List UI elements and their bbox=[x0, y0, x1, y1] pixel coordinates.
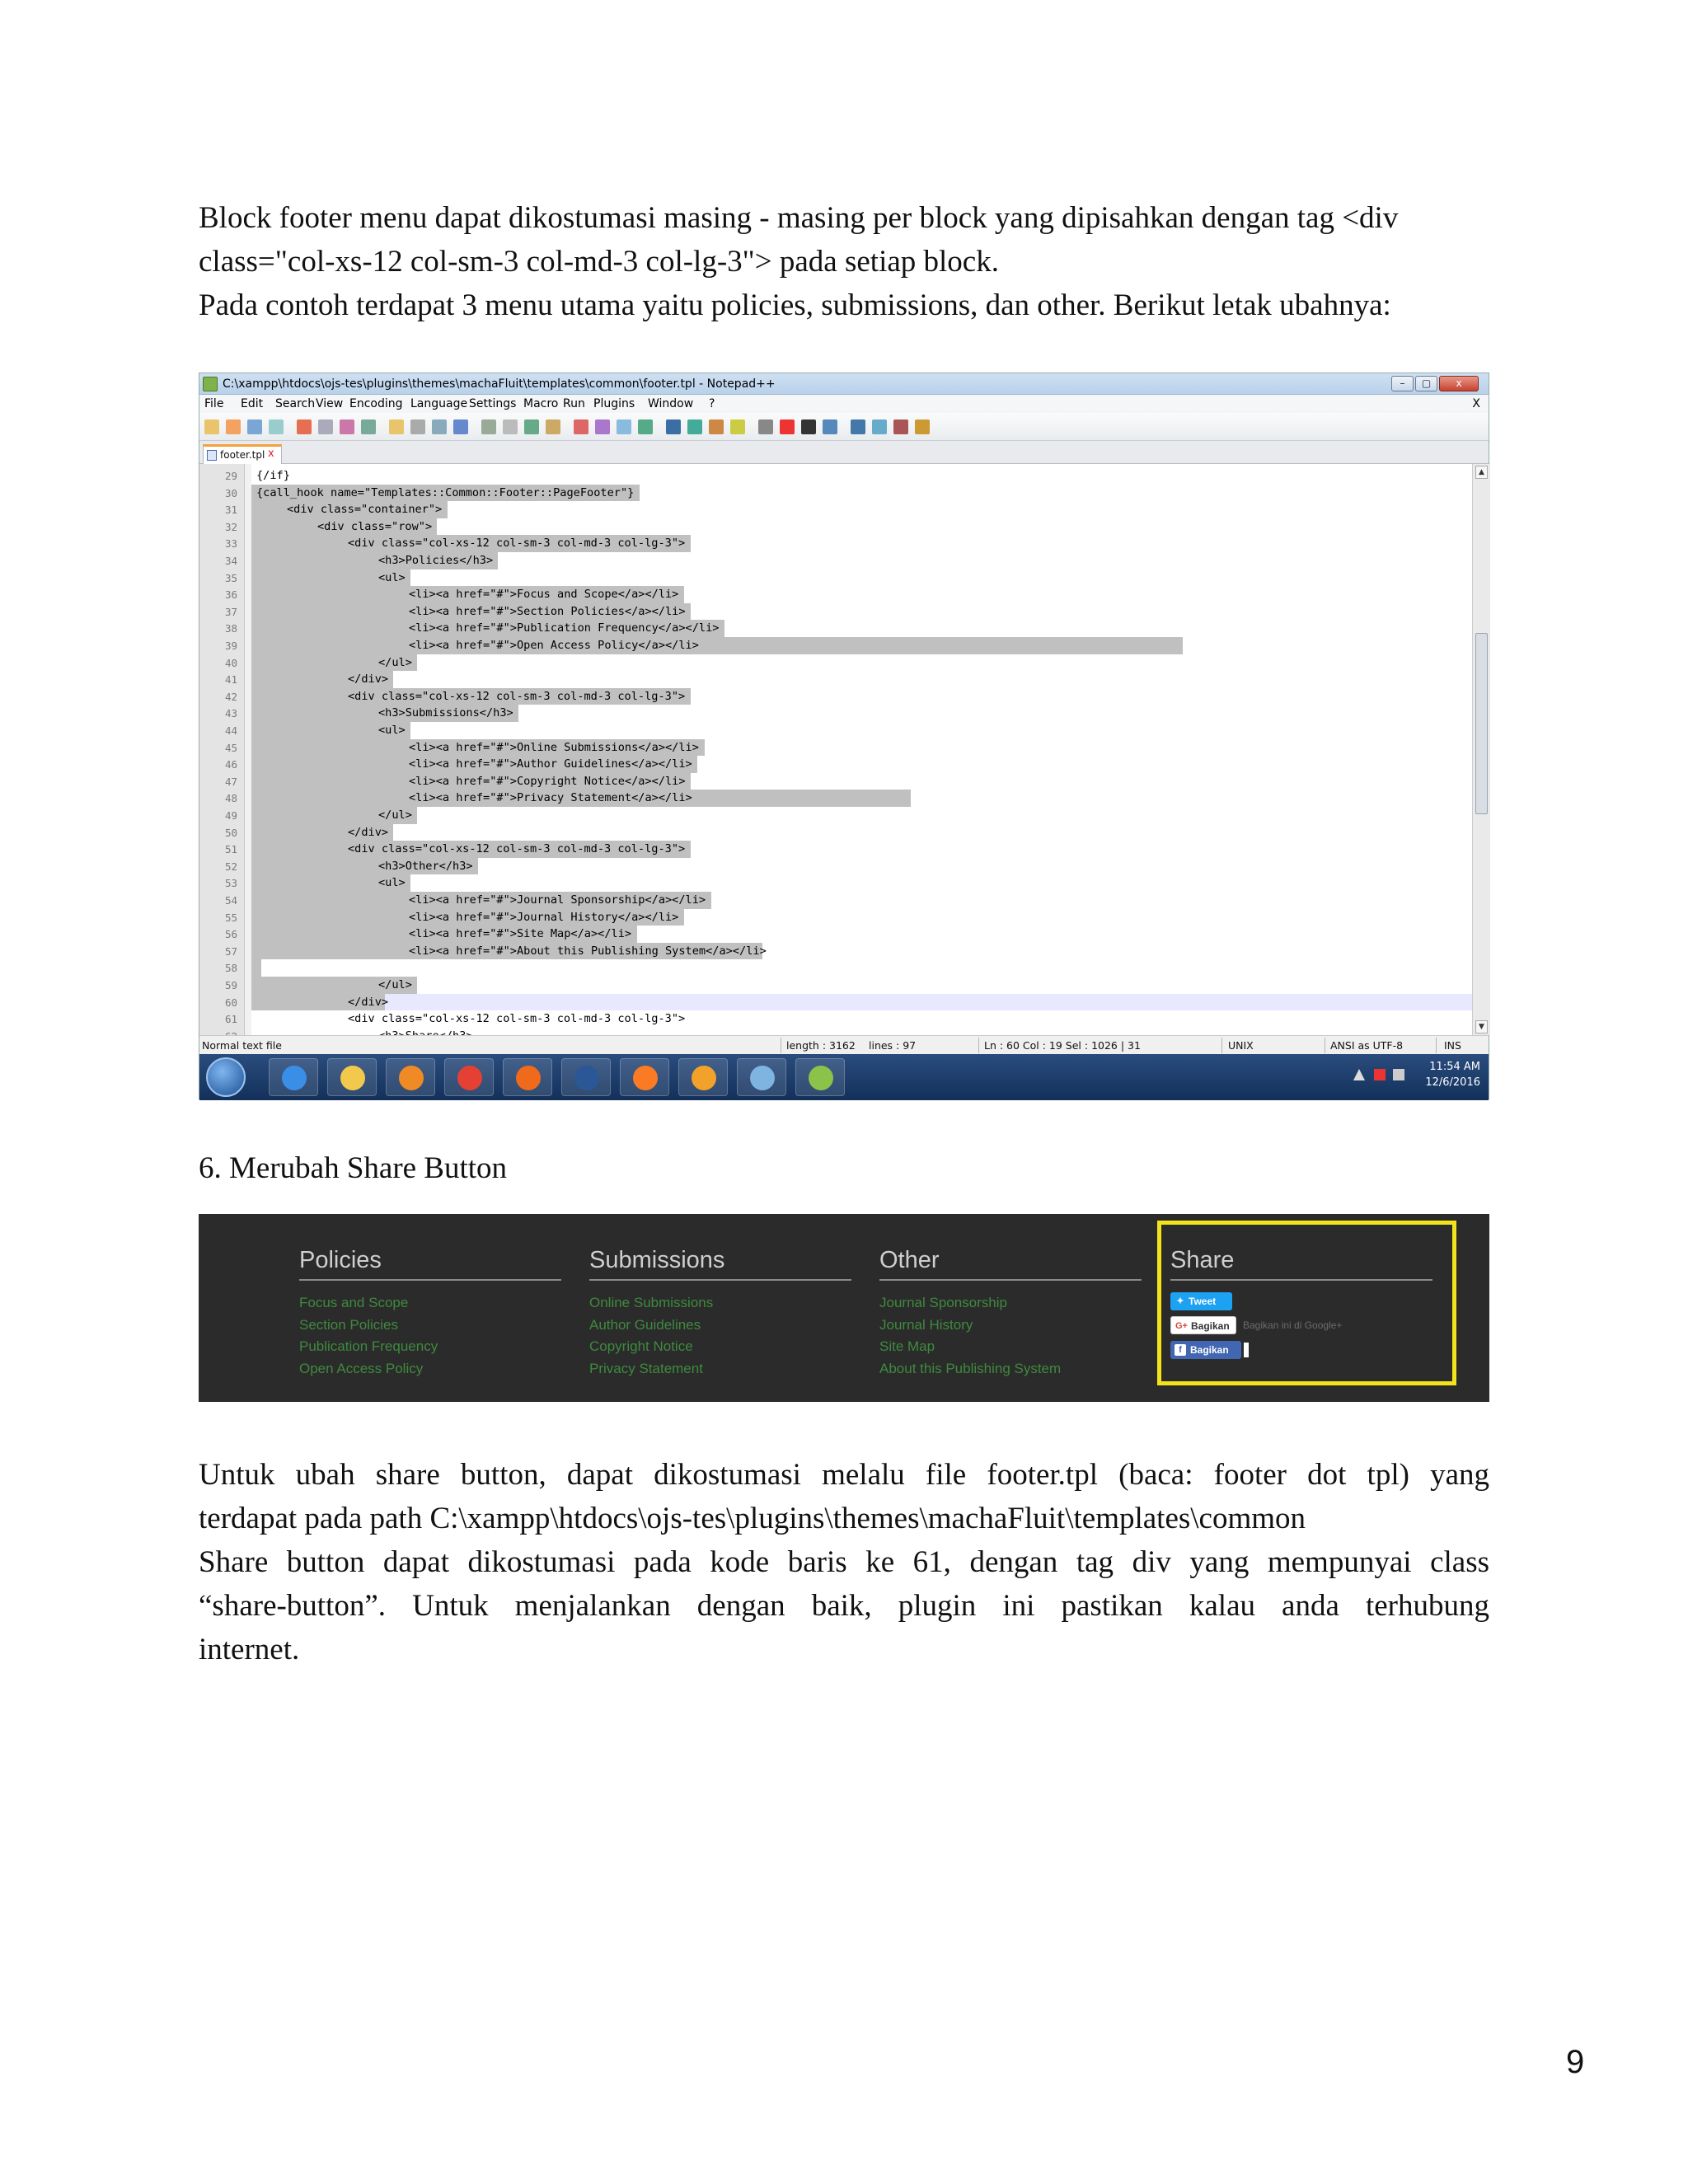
menu-settings[interactable]: Settings bbox=[469, 397, 517, 410]
twitter-bird-icon: ✦ bbox=[1176, 1296, 1184, 1306]
footer-link[interactable]: Author Guidelines bbox=[589, 1316, 701, 1333]
chrome-icon bbox=[457, 1066, 482, 1090]
code-line: <li><a href="#">Open Access Policy</a></li> bbox=[409, 639, 699, 652]
section-heading: 6. Merubah Share Button bbox=[199, 1151, 508, 1185]
notepad-plus-plus-icon bbox=[809, 1066, 833, 1090]
media-player-icon bbox=[399, 1066, 424, 1090]
toolbar-tool-icon[interactable] bbox=[851, 419, 865, 434]
clock-date: 12/6/2016 bbox=[1425, 1076, 1480, 1089]
tweet-label: Tweet bbox=[1189, 1296, 1217, 1307]
line-number: 29 bbox=[224, 470, 237, 482]
menu-run[interactable]: Run bbox=[563, 397, 585, 410]
network-icon[interactable] bbox=[1393, 1069, 1404, 1080]
line-number: 49 bbox=[224, 809, 237, 822]
line-number: 37 bbox=[224, 605, 237, 618]
toolbar-tool-icon[interactable] bbox=[410, 419, 425, 434]
menu-language[interactable]: Language bbox=[410, 397, 468, 410]
code-line: <h3>Policies</h3> bbox=[378, 554, 494, 567]
footer-link[interactable]: Journal Sponsorship bbox=[879, 1295, 1007, 1310]
menu-view[interactable]: View bbox=[316, 397, 344, 410]
line-number: 57 bbox=[224, 944, 237, 958]
code-editor[interactable] bbox=[199, 464, 1472, 1035]
code-line: <li><a href="#">Focus and Scope</a></li> bbox=[409, 588, 679, 602]
clock-time: 11:54 AM bbox=[1429, 1061, 1480, 1073]
toolbar-tool-icon[interactable] bbox=[801, 419, 816, 434]
line-number: 54 bbox=[224, 894, 237, 907]
toolbar-tool-icon[interactable] bbox=[269, 419, 284, 434]
file-icon bbox=[207, 450, 217, 461]
footer-column-other bbox=[879, 1247, 1142, 1380]
body-line-3: Share button dapat dikostumasi pada kode baris ke 61, dengan tag div yang mempunyai class bbox=[199, 1545, 1489, 1579]
body-paragraph bbox=[199, 1453, 1489, 1671]
taskbar-paint-icon[interactable] bbox=[737, 1058, 786, 1096]
toolbar-tool-icon[interactable] bbox=[687, 419, 702, 434]
code-line: {call_hook name="Templates::Common::Footer::PageFooter"} bbox=[256, 485, 635, 499]
intro-line-2: class="col-xs-12 col-sm-3 col-md-3 col-lg-3"> pada setiap block. bbox=[199, 245, 999, 279]
toolbar-tool-icon[interactable] bbox=[595, 419, 610, 434]
line-number: 46 bbox=[224, 758, 237, 771]
code-line: <li><a href="#">Privacy Statement</a></li> bbox=[409, 791, 692, 805]
code-line: </div> bbox=[348, 995, 389, 1009]
intro-line-3: Pada contoh terdapat 3 menu utama yaitu policies, submissions, dan other. Berikut letak ubahnya: bbox=[199, 288, 1391, 322]
tray-expand-icon[interactable] bbox=[1353, 1069, 1365, 1080]
line-number: 42 bbox=[224, 690, 237, 703]
code-line: </div> bbox=[348, 825, 389, 839]
code-line: <ul> bbox=[378, 570, 406, 584]
toolbar-tool-icon[interactable] bbox=[204, 419, 219, 434]
toolbar-tool-icon[interactable] bbox=[453, 419, 468, 434]
window-title: C:\xampp\htdocs\ojs-tes\plugins\themes\machaFluit\templates\common\footer.tpl - Notepad++ bbox=[223, 377, 776, 391]
toolbar-tool-icon[interactable] bbox=[503, 419, 518, 434]
toolbar-tool-icon[interactable] bbox=[730, 419, 745, 434]
menu-plugins[interactable]: Plugins bbox=[593, 397, 635, 410]
google-plus-share-button[interactable] bbox=[1170, 1316, 1236, 1334]
line-number: 51 bbox=[224, 843, 237, 856]
code-line: <li><a href="#">Site Map</a></li> bbox=[409, 927, 632, 941]
intro-paragraph bbox=[199, 196, 1489, 327]
footer-column-title: Other bbox=[879, 1247, 1142, 1281]
code-line: </div> bbox=[348, 673, 389, 687]
taskbar-file-explorer-icon[interactable] bbox=[327, 1058, 377, 1096]
close-button[interactable]: x bbox=[1439, 376, 1479, 391]
system-clock[interactable] bbox=[1425, 1059, 1480, 1090]
paint-icon bbox=[750, 1066, 775, 1090]
windows-taskbar bbox=[199, 1054, 1489, 1100]
code-line: <div class="col-xs-12 col-sm-3 col-md-3 col-lg-3"> bbox=[348, 1012, 686, 1026]
footer-link[interactable]: About this Publishing System bbox=[879, 1360, 1062, 1376]
tab-bar bbox=[199, 441, 1489, 464]
taskbar-notepad-plus-plus-icon[interactable] bbox=[795, 1058, 845, 1096]
toolbar-tool-icon[interactable] bbox=[617, 419, 631, 434]
tab-close-icon[interactable]: x bbox=[268, 448, 274, 460]
xampp-icon bbox=[633, 1066, 658, 1090]
line-number: 30 bbox=[224, 486, 237, 499]
taskbar-word-icon[interactable] bbox=[561, 1058, 611, 1096]
code-line: <div class="col-xs-12 col-sm-3 col-md-3 col-lg-3"> bbox=[348, 842, 686, 856]
file-explorer-icon bbox=[340, 1066, 365, 1090]
intro-line-1: Block footer menu dapat dikostumasi masing - masing per block yang dipisahkan dengan tag <div bbox=[199, 201, 1399, 235]
footer-link[interactable]: Publication Frequency bbox=[299, 1338, 438, 1354]
internet-explorer-icon bbox=[282, 1066, 307, 1090]
taskbar-chrome-icon[interactable] bbox=[444, 1058, 494, 1096]
notepad-app-icon bbox=[203, 377, 218, 391]
fold-margin bbox=[245, 464, 251, 1035]
line-number: 58 bbox=[224, 962, 237, 975]
firefox-icon bbox=[516, 1066, 541, 1090]
taskbar-firefox-icon[interactable] bbox=[503, 1058, 552, 1096]
line-number: 33 bbox=[224, 537, 237, 551]
toolbar-tool-icon[interactable] bbox=[872, 419, 887, 434]
line-number: 45 bbox=[224, 741, 237, 754]
scroll-thumb[interactable] bbox=[1475, 633, 1488, 814]
code-line: </ul> bbox=[378, 655, 412, 669]
facebook-share-button[interactable] bbox=[1170, 1341, 1241, 1359]
menu-bar bbox=[199, 395, 1489, 413]
toolbar-tool-icon[interactable] bbox=[758, 419, 773, 434]
toolbar-tool-icon[interactable] bbox=[709, 419, 724, 434]
selection-highlight bbox=[251, 959, 261, 977]
window-titlebar bbox=[199, 373, 1489, 395]
toolbar-tool-icon[interactable] bbox=[318, 419, 333, 434]
line-number: 60 bbox=[224, 996, 237, 1009]
line-number: 50 bbox=[224, 826, 237, 839]
toolbar-tool-icon[interactable] bbox=[524, 419, 539, 434]
line-number: 56 bbox=[224, 928, 237, 941]
footer-link[interactable]: Copyright Notice bbox=[589, 1338, 693, 1354]
toolbar-tool-icon[interactable] bbox=[481, 419, 496, 434]
toolbar-tool-icon[interactable] bbox=[638, 419, 653, 434]
footer-link[interactable]: Online Submissions bbox=[589, 1295, 714, 1310]
footer-screenshot bbox=[199, 1214, 1489, 1402]
code-line: </ul> bbox=[378, 808, 412, 822]
code-line: <li><a href="#">Publication Frequency</a></li> bbox=[409, 621, 720, 635]
google-share-note: Bagikan ini di Google+ bbox=[1243, 1319, 1343, 1331]
line-number: 52 bbox=[224, 860, 237, 873]
menu-edit[interactable]: Edit bbox=[241, 397, 264, 410]
code-line: <li><a href="#">Online Submissions</a></li> bbox=[409, 740, 699, 754]
line-number: 34 bbox=[224, 555, 237, 567]
code-line: <div class="col-xs-12 col-sm-3 col-md-3 col-lg-3"> bbox=[348, 689, 686, 703]
code-line: <li><a href="#">Copyright Notice</a></li> bbox=[409, 774, 686, 788]
line-number: 36 bbox=[224, 588, 237, 602]
vertical-scrollbar[interactable] bbox=[1472, 464, 1490, 1035]
status-file-type: Normal text file bbox=[202, 1039, 282, 1052]
code-line: <li><a href="#">Journal History</a></li> bbox=[409, 910, 679, 924]
line-number: 59 bbox=[224, 979, 237, 991]
toolbar-tool-icon[interactable] bbox=[546, 419, 560, 434]
toolbar-tool-icon[interactable] bbox=[666, 419, 681, 434]
line-number: 35 bbox=[224, 571, 237, 584]
facebook-share-label: Bagikan bbox=[1190, 1344, 1229, 1356]
line-number: 32 bbox=[224, 520, 237, 533]
code-line: <div class="container"> bbox=[287, 503, 443, 517]
footer-link[interactable]: Section Policies bbox=[299, 1316, 399, 1333]
google-plus-icon: G+ bbox=[1175, 1321, 1188, 1331]
footer-link[interactable]: Open Access Policy bbox=[299, 1360, 424, 1376]
facebook-icon: f bbox=[1175, 1344, 1186, 1356]
toolbar-tool-icon[interactable] bbox=[432, 419, 447, 434]
status-position: Ln : 60 Col : 19 Sel : 1026 | 31 bbox=[984, 1039, 1141, 1052]
code-line: <h3>Other</h3> bbox=[378, 859, 473, 873]
scroll-up-arrow-icon[interactable]: ▲ bbox=[1475, 466, 1488, 479]
maximize-button[interactable]: ▢ bbox=[1415, 376, 1437, 391]
line-number: 39 bbox=[224, 640, 237, 652]
status-bar bbox=[199, 1035, 1489, 1054]
pdf-tool-icon bbox=[692, 1066, 716, 1090]
toolbar-tool-icon[interactable] bbox=[389, 419, 404, 434]
code-line: <li><a href="#">About this Publishing System</a></li> bbox=[409, 944, 767, 958]
menu-search[interactable]: Search bbox=[275, 397, 316, 410]
code-line: <ul> bbox=[378, 724, 406, 737]
start-button[interactable] bbox=[206, 1057, 246, 1097]
menu-macro[interactable]: Macro bbox=[523, 397, 559, 410]
code-line: </ul> bbox=[378, 978, 412, 991]
footer-column-title: Share bbox=[1170, 1247, 1432, 1281]
toolbar-tool-icon[interactable] bbox=[893, 419, 908, 434]
menu-window[interactable]: Window bbox=[648, 397, 694, 410]
toolbar-tool-icon[interactable] bbox=[361, 419, 376, 434]
menu-file[interactable]: File bbox=[204, 397, 224, 410]
body-line-5: internet. bbox=[199, 1633, 300, 1666]
code-line: <li><a href="#">Author Guidelines</a></li> bbox=[409, 757, 692, 771]
minimize-button[interactable]: – bbox=[1391, 376, 1414, 391]
line-number: 38 bbox=[224, 622, 237, 635]
action-center-flag-icon[interactable] bbox=[1374, 1069, 1386, 1080]
code-line: <div class="row"> bbox=[317, 519, 433, 533]
body-line-4: “share-button”. Untuk menjalankan dengan baik, plugin ini pastikan kalau anda terhubung bbox=[199, 1589, 1489, 1623]
word-icon bbox=[574, 1066, 599, 1090]
line-number: 44 bbox=[224, 724, 237, 737]
status-insert-mode: INS bbox=[1444, 1039, 1461, 1052]
toolbar-tool-icon[interactable] bbox=[247, 419, 262, 434]
status-eol: UNIX bbox=[1228, 1039, 1254, 1052]
line-number: 40 bbox=[224, 656, 237, 669]
code-line: <div class="col-xs-12 col-sm-3 col-md-3 col-lg-3"> bbox=[348, 537, 686, 551]
line-number: 55 bbox=[224, 911, 237, 924]
line-number: 48 bbox=[224, 792, 237, 805]
selection-highlight bbox=[251, 637, 1183, 654]
footer-column-submissions bbox=[589, 1247, 851, 1380]
footer-column-title: Policies bbox=[299, 1247, 561, 1281]
current-line-highlight bbox=[251, 994, 1472, 1011]
taskbar-media-player-icon[interactable] bbox=[386, 1058, 435, 1096]
menu-close-document[interactable]: X bbox=[1472, 397, 1480, 410]
code-line: <h3>Submissions</h3> bbox=[378, 706, 513, 720]
google-share-label: Bagikan bbox=[1191, 1320, 1230, 1332]
status-lines: lines : 97 bbox=[869, 1039, 917, 1052]
notepad-screenshot bbox=[199, 373, 1489, 1099]
taskbar-xampp-icon[interactable] bbox=[620, 1058, 669, 1096]
code-line: <ul> bbox=[378, 876, 406, 890]
toolbar-tool-icon[interactable] bbox=[340, 419, 354, 434]
line-number: 61 bbox=[224, 1013, 237, 1026]
taskbar-pdf-tool-icon[interactable] bbox=[678, 1058, 728, 1096]
scroll-down-arrow-icon[interactable]: ▼ bbox=[1475, 1020, 1488, 1033]
code-line: <li><a href="#">Journal Sponsorship</a></li> bbox=[409, 893, 706, 907]
toolbar-tool-icon[interactable] bbox=[226, 419, 241, 434]
taskbar-internet-explorer-icon[interactable] bbox=[269, 1058, 318, 1096]
menu-help[interactable]: ? bbox=[709, 397, 715, 410]
footer-link[interactable]: Privacy Statement bbox=[589, 1360, 703, 1376]
line-number: 47 bbox=[224, 775, 237, 788]
code-line: {/if} bbox=[256, 469, 290, 482]
footer-column-title: Submissions bbox=[589, 1247, 851, 1281]
toolbar-tool-icon[interactable] bbox=[823, 419, 837, 434]
footer-link[interactable]: Journal History bbox=[879, 1316, 973, 1333]
line-number: 53 bbox=[224, 877, 237, 890]
line-number: 31 bbox=[224, 504, 237, 517]
status-length: length : 3162 bbox=[786, 1039, 856, 1052]
toolbar-tool-icon[interactable] bbox=[780, 419, 795, 434]
footer-link[interactable]: Focus and Scope bbox=[299, 1295, 409, 1310]
code-line: <li><a href="#">Section Policies</a></li> bbox=[409, 604, 686, 618]
tab-label: footer.tpl bbox=[220, 449, 265, 461]
facebook-share-count bbox=[1244, 1343, 1249, 1357]
toolbar-tool-icon[interactable] bbox=[915, 419, 930, 434]
tab-footer-tpl[interactable] bbox=[203, 444, 282, 464]
footer-link[interactable]: Site Map bbox=[879, 1338, 935, 1354]
menu-encoding[interactable]: Encoding bbox=[349, 397, 403, 410]
line-number: 41 bbox=[224, 673, 237, 687]
toolbar bbox=[199, 413, 1489, 441]
tweet-button[interactable] bbox=[1170, 1292, 1232, 1310]
body-line-1: Untuk ubah share button, dapat dikostumasi melalu file footer.tpl (baca: footer dot tpl) yang bbox=[199, 1458, 1489, 1492]
status-encoding: ANSI as UTF-8 bbox=[1330, 1039, 1404, 1052]
toolbar-tool-icon[interactable] bbox=[574, 419, 588, 434]
body-line-2: terdapat pada path C:\xampp\htdocs\ojs-tes\plugins\themes\machaFluit\templates\common bbox=[199, 1502, 1306, 1535]
page-number: 9 bbox=[1566, 2044, 1585, 2080]
line-number: 43 bbox=[224, 707, 237, 720]
toolbar-tool-icon[interactable] bbox=[297, 419, 312, 434]
footer-column-policies bbox=[299, 1247, 561, 1380]
